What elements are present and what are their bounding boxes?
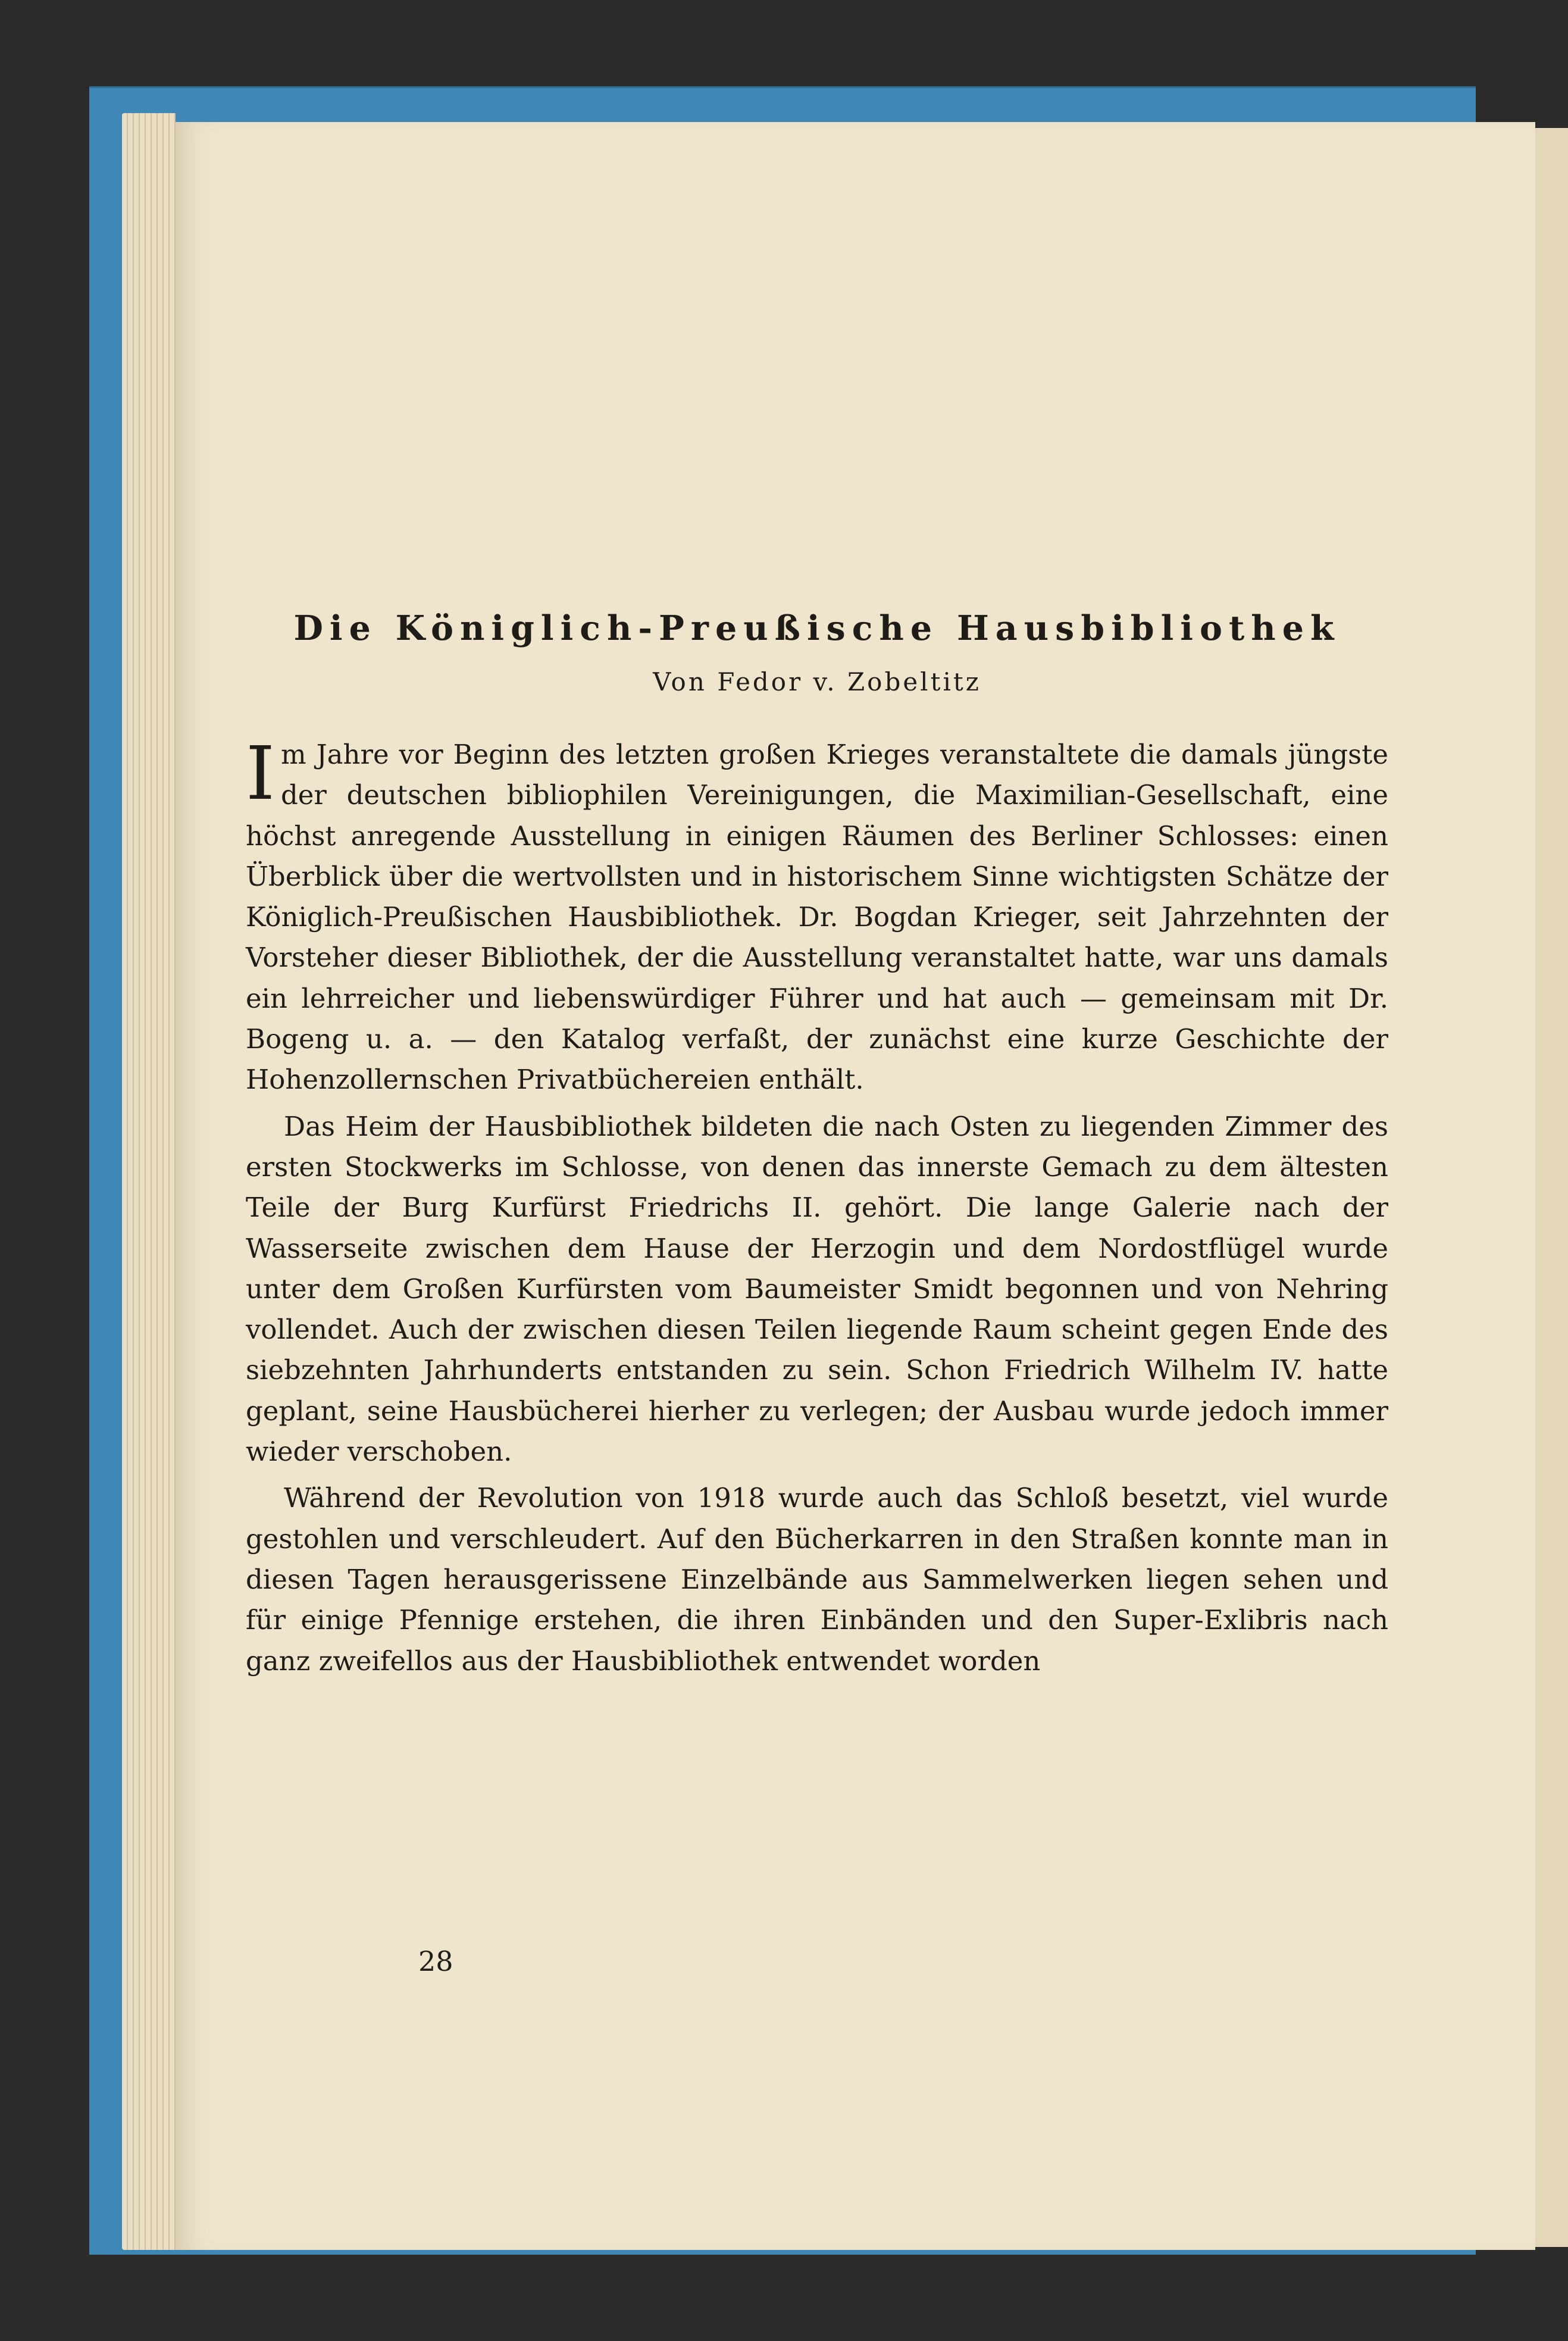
paragraph-1 (246, 731, 1388, 1101)
paragraph-1-text: m Jahre vor Beginn des letzten großen Krieges veranstaltete die damals jüngste der deutschen bibliophilen Vereinigungen, die Maximilian-Gesellschaft, eine höchst anregende Ausstellung in einigen Räumen des Berliner Schlosses: einen Überblick über die wertvollsten und in historischem Sinne wichtigsten Schätze der Königlich-Preußischen Hausbibliothek. Dr. Bogdan Krieger, seit Jahrzehnten der Vorsteher dieser Bibliothek, der die Ausstellung veranstaltet hatte, war uns damals ein lehrreicher und liebenswürdiger Führer und hat auch — gemeinsam mit Dr. Bogeng u. a. — den Katalog verfaßt, der zunächst eine kurze Geschichte der Hohenzollernschen Privatbüchereien enthält. (246, 739, 1388, 1096)
paragraph-2: Das Heim der Hausbibliothek bildeten die nach Osten zu liegenden Zimmer des ersten Stockwerks im Schlosse, von denen das innerste Gemach zu dem ältesten Teile der Burg Kurfürst Friedrichs II. gehört. Die lange Galerie nach der Wasserseite zwischen dem Hause der Herzogin und dem Nordostflügel wurde unter dem Großen Kurfürsten vom Baumeister Smidt begonnen und von Nehring vollendet. Auch der zwischen diesen Teilen liegende Raum scheint gegen Ende des siebzehnten Jahrhunderts entstanden zu sein. Schon Friedrich Wilhelm IV. hatte geplant, seine Hausbücherei hierher zu verlegen; der Ausbau wurde jedoch immer wieder verschoben. (246, 1110, 1388, 1468)
article (246, 595, 1388, 1687)
paragraph-3: Während der Revolution von 1918 wurde auch das Schloß besetzt, viel wurde gestohlen und verschleudert. Auf den Bücherkarren in den Straßen konnte man in diesen Tagen herausgerissene Einzelbände aus Sammelwerken liegen sehen und für einige Pfennige erstehen, die ihren Einbänden und den Super-Exlibris nach ganz zweifellos aus der Hausbibliothek entwendet worden (246, 1482, 1388, 1677)
article-title: Die Königlich-Preußische Hausbibliothek (293, 608, 1341, 648)
page-number: 28 (418, 1945, 453, 1977)
page-edges (122, 113, 176, 2250)
article-byline: Von Fedor v. Zobeltitz (653, 667, 981, 696)
drop-cap: I (246, 731, 275, 817)
